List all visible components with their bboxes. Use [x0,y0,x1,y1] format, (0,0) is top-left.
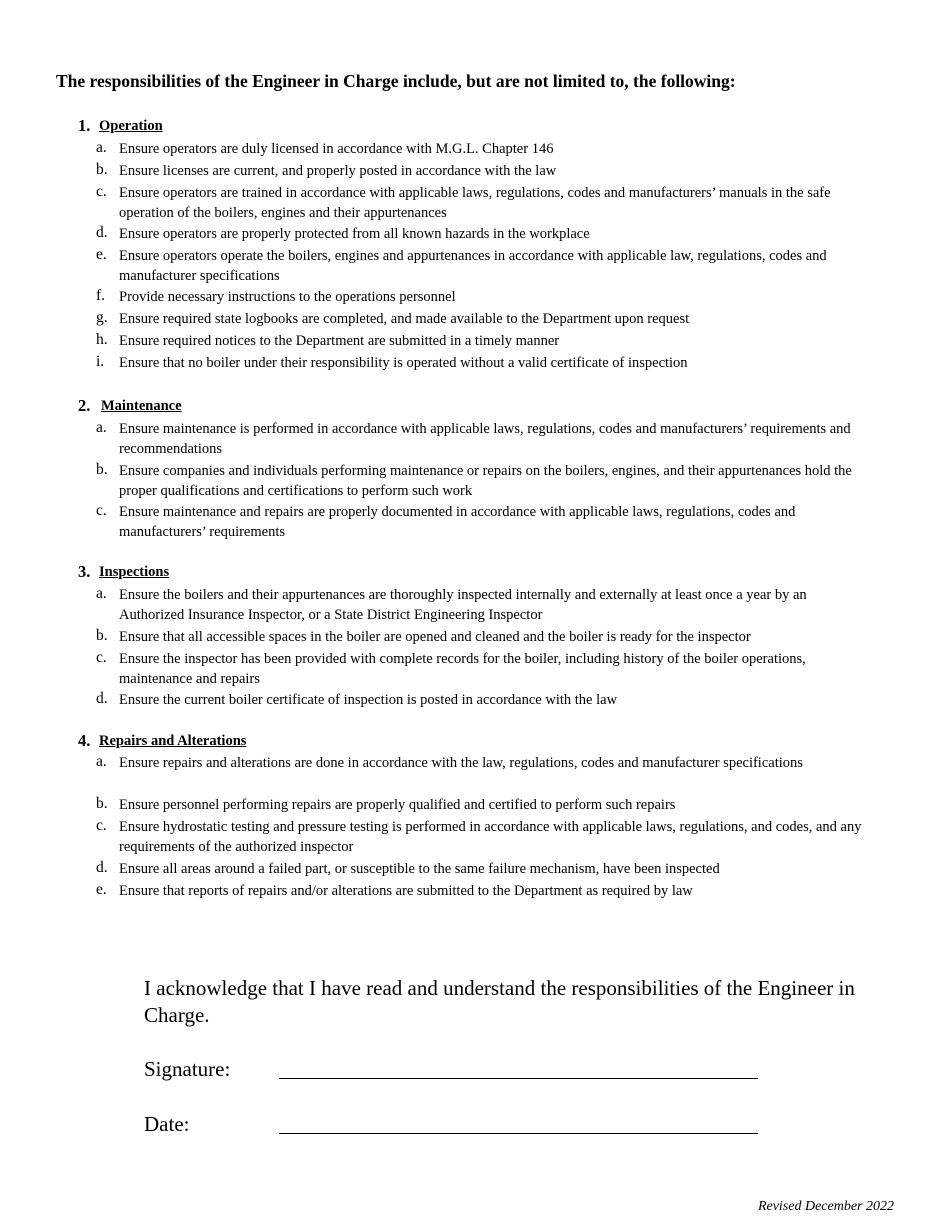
date-row [144,1111,784,1141]
section-label: Inspections [99,564,170,580]
page-heading: The responsibilities of the Engineer in Charge include, but are not limited to, the following: [56,71,736,91]
item-text: Ensure operators are duly licensed in accordance with M.G.L. Chapter 146 [119,141,554,157]
item-text: Ensure hydrostatic testing and pressure testing is performed in accordance with applicable laws, regulations, and codes, and any requirements of the authorized inspector [119,819,862,855]
item-letter: d. [96,859,108,876]
item-letter: b. [96,627,108,644]
item-letter: d. [96,224,108,241]
item-text: Ensure that no boiler under their responsibility is operated without a valid certificate of inspection [119,355,688,371]
item-letter: a. [96,419,107,436]
section-number: 1. [78,116,91,135]
item-letter: f. [96,287,106,304]
item-text: Ensure the current boiler certificate of inspection is posted in accordance with the law [119,692,618,708]
item-letter: a. [96,139,107,156]
item-text: Ensure that reports of repairs and/or alterations are submitted to the Department as required by law [119,883,693,899]
item-text: Ensure that all accessible spaces in the boiler are opened and cleaned and the boiler is ready for the inspector [119,629,751,645]
revised-date: Revised December 2022 [757,1199,894,1214]
item-letter: a. [96,585,107,602]
item-text: Ensure all areas around a failed part, or susceptible to the same failure mechanism, have been inspected [119,861,720,877]
item-text: Ensure repairs and alterations are done in accordance with the law, regulations, codes and manufacturer specifications [119,755,803,771]
item-text: Ensure required notices to the Department are submitted in a timely manner [119,333,560,349]
item-letter: d. [96,690,108,707]
item-text: Ensure companies and individuals performing maintenance or repairs on the boilers, engines, and their appurtenances hold the proper qualifications and certifications to perform such work [119,463,852,499]
section-label: Repairs and Alterations [99,733,247,749]
item-text: Ensure maintenance is performed in accordance with applicable laws, regulations, codes and manufacturers’ requirements and recommendations [119,421,851,457]
section-number: 4. [78,731,91,750]
item-letter: c. [96,649,107,666]
item-text: Ensure personnel performing repairs are properly qualified and certified to perform such repairs [119,797,676,813]
item-text: Provide necessary instructions to the operations personnel [119,289,456,305]
section-number: 2. [78,396,91,415]
signature-row [144,1056,784,1086]
signature-line[interactable] [279,1078,758,1079]
item-letter: b. [96,161,108,178]
item-text: Ensure operators are properly protected from all known hazards in the workplace [119,226,590,242]
item-text: Ensure operators operate the boilers, engines and appurtenances in accordance with applicable law, regulations, codes and manufacturer specifications [119,248,827,284]
item-letter: a. [96,753,107,770]
item-letter: h. [96,331,108,348]
item-letter: e. [96,881,107,898]
signature-label: Signature: [144,1057,231,1081]
item-text: Ensure operators are trained in accordance with applicable laws, regulations, codes and manufacturers’ manuals in the safe operation of the boilers, engines and their appurtenances [119,185,831,221]
date-label: Date: [144,1112,190,1136]
item-text: Ensure the boilers and their appurtenances are thoroughly inspected internally and externally at least once a year by an Authorized Insurance Inspector, or a State District Engineering Inspector [119,587,807,623]
item-text: Ensure the inspector has been provided with complete records for the boiler, including history of the boiler operations, maintenance and repairs [119,651,806,687]
item-letter: c. [96,183,107,200]
section-label: Maintenance [101,398,182,414]
item-text: Ensure maintenance and repairs are properly documented in accordance with applicable laws, regulations, codes and manufacturers’ requirements [119,504,796,540]
item-letter: b. [96,795,108,812]
item-letter: i. [96,353,105,370]
date-line[interactable] [279,1133,758,1134]
acknowledgement-text: I acknowledge that I have read and understand the responsibilities of the Engineer in Charge. [144,976,855,1027]
section-number: 3. [78,562,91,581]
item-letter: b. [96,461,108,478]
item-text: Ensure licenses are current, and properly posted in accordance with the law [119,163,557,179]
item-letter: c. [96,817,107,834]
item-letter: c. [96,502,107,519]
item-letter: e. [96,246,107,263]
section-label: Operation [99,118,163,134]
item-text: Ensure required state logbooks are completed, and made available to the Department upon request [119,311,690,327]
item-letter: g. [96,309,108,326]
